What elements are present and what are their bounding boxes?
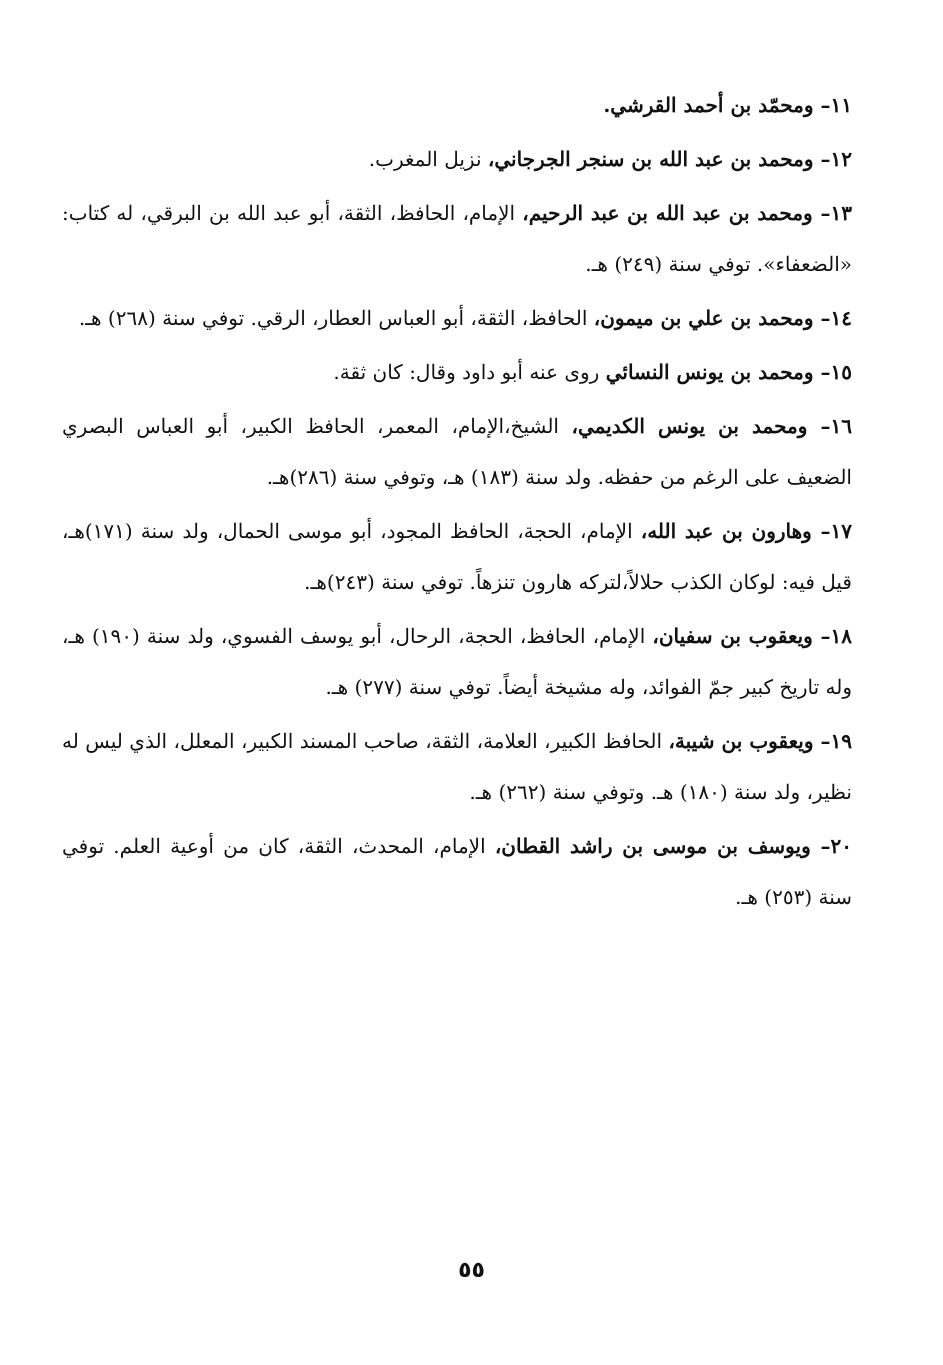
entry-16 — [62, 401, 852, 503]
entry-text: الإمام، الحجة، الحافظ المجود، أبو موسى الحمال، ولد سنة (١٧١)هـ، قيل فيه: لوكان الكذب حلالاً،لتركه هارون تنزهاً. توفي سنة (٢٤٣)هـ. — [62, 519, 852, 594]
entry-name: ١٧– وهارون بن عبد الله، — [640, 519, 852, 543]
entry-20 — [62, 821, 852, 923]
biography-entries — [62, 80, 852, 926]
entry-text: الحافظ الكبير، العلامة، الثقة، صاحب المسند الكبير، المعلل، الذي ليس له نظير، ولد سنة (١٨٠) هـ. وتوفي سنة (٢٦٢) هـ. — [62, 729, 852, 804]
entry-name: ١١– ومحمّد بن أحمد القرشي. — [603, 93, 852, 117]
entry-name: ١٥– ومحمد بن يونس النسائي — [605, 360, 852, 384]
entry-text: الإمام، المحدث، الثقة، كان من أوعية العلم. توفي سنة (٢٥٣) هـ. — [62, 834, 852, 909]
entry-name: ١٨– ويعقوب بن سفيان، — [652, 624, 853, 648]
entry-14 — [62, 293, 852, 344]
entry-name: ٢٠– ويوسف بن موسى بن راشد القطان، — [494, 834, 852, 858]
entry-text: نزيل المغرب. — [368, 147, 488, 171]
entry-18 — [62, 611, 852, 713]
entry-name: ١٩– ويعقوب بن شيبة، — [668, 729, 852, 753]
entry-12 — [62, 134, 852, 185]
entry-15 — [62, 347, 852, 398]
page-number: ٥٥ — [458, 1258, 485, 1283]
entry-text: الإمام، الحافظ، الحجة، الرحال، أبو يوسف الفسوي، ولد سنة (١٩٠) هـ، وله تاريخ كبير جمّ الفوائد، وله مشيخة أيضاً. توفي سنة (٢٧٧) هـ. — [62, 624, 852, 699]
entry-11 — [62, 80, 852, 131]
entry-17 — [62, 506, 852, 608]
entry-text: الإمام، الحافظ، الثقة، أبو عبد الله بن البرقي، له كتاب: «الضعفاء». توفي سنة (٢٤٩) هـ. — [62, 201, 852, 276]
entry-text: الشيخ،الإمام، المعمر، الحافظ الكبير، أبو العباس البصري الضعيف على الرغم من حفظه. ولد سنة (١٨٣) هـ، وتوفي سنة (٢٨٦)هـ. — [62, 414, 852, 489]
entry-name: ١٢– ومحمد بن عبد الله بن سنجر الجرجاني، — [487, 147, 852, 171]
entry-13 — [62, 188, 852, 290]
entry-name: ١٤– ومحمد بن علي بن ميمون، — [593, 306, 852, 330]
entry-text: الحافظ، الثقة، أبو العباس العطار، الرقي. توفي سنة (٢٦٨) هـ. — [78, 306, 594, 330]
entry-text: روى عنه أبو داود وقال: كان ثقة. — [333, 360, 606, 384]
entry-name: ١٣– ومحمد بن عبد الله بن عبد الرحيم، — [522, 201, 852, 225]
entry-19 — [62, 716, 852, 818]
entry-name: ١٦– ومحمد بن يونس الكديمي، — [571, 414, 852, 438]
